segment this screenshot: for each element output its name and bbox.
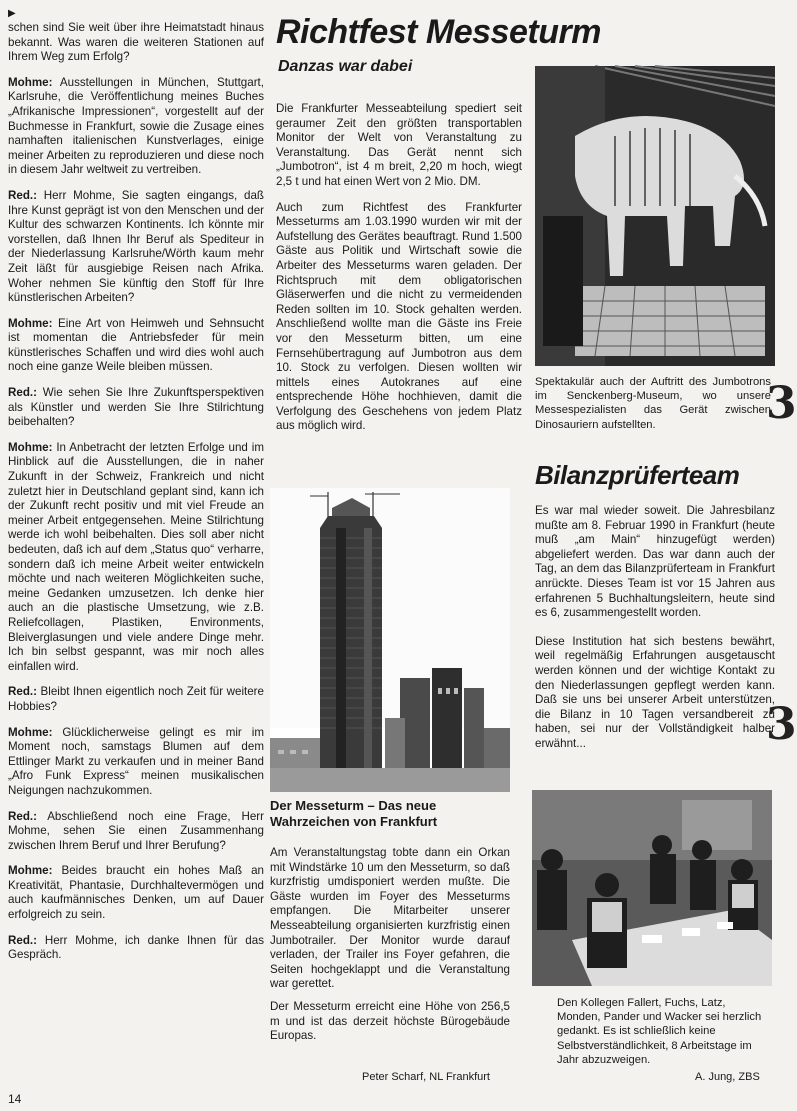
interview-text: Bleibt Ihnen eigentlich noch Zeit für weitere Hobbies? [8,685,264,713]
interview-paragraph [8,317,264,375]
article-bilanz [535,460,775,763]
speaker-label: Red.: [8,386,37,400]
interview-paragraph [8,189,264,306]
swirl-ornament: 3 [766,378,797,429]
interview-paragraph [8,21,264,65]
article-paragraph: Am Veranstaltungstag tobte dann ein Orkan mit Windstärke 10 um den Messeturm, so daß kurzfristig umdisponiert werden mußte. Die Gäste wurden im Foyer des Messeturms empfangen. Die Mitarbeiter unserer Messeabteilung organisierten kurzfristig einen Jumbotrailer. Der Monitor wurde darauf verladen, der Trailer ins Foyer gefahren, die Seiten hochgeklappt und die Veranstaltung war gerettet. [270,846,510,991]
article-richtfest-continued [270,798,510,1055]
interview-column [8,8,264,974]
interview-text: Wie sehen Sie Ihre Zukunftsperspektiven als Künstler und werden Sie Ihre Stilrichtung beibehalten? [8,386,264,429]
team-photo [532,790,772,986]
interview-paragraph [8,386,264,430]
messeturm-illustration [270,488,510,792]
article-paragraph: Diese Institution hat sich bestens bewährt, weil regelmäßig Erfahrungen ausgetauscht werden können und der wichtige Kontakt zu den Niederlassungen gepflegt werden kann. Daß sie uns bei unserer Arbeit unterstützen, die Bilanz in 10 Tagen versandbereit zu haben, sei nur der Vollständigkeit halber erwähnt... [535,634,775,750]
article-signature: Peter Scharf, NL Frankfurt [362,1071,490,1083]
speaker-label: Mohme: [8,725,53,739]
interview-paragraph [8,76,264,178]
interview-paragraph [8,441,264,675]
dinosaur-photo [535,66,775,366]
speaker-label: Red.: [8,933,37,947]
interview-text: Abschließend noch eine Frage, Herr Mohme, sehen Sie einen Zusammenhang zwischen Ihrem Beruf und Ihrer Berufung? [8,809,264,852]
article-signature: A. Jung, ZBS [695,1071,760,1083]
tower-caption: Der Messeturm – Das neue Wahrzeichen von Frankfurt [270,798,438,829]
interview-paragraph [8,934,264,963]
article-paragraph: Der Messeturm erreicht eine Höhe von 256,5 m und ist das derzeit höchste Bürogebäude Europas. [270,999,510,1043]
interview-paragraph [8,685,264,714]
team-caption: Den Kollegen Fallert, Fuchs, Latz, Monden, Pander und Wacker sei herzlich gedankt. Es ist schließlich keine Selbstverständlichkeit, 8 Arbeitstage im Jahr abzuzweigen. [557,997,762,1066]
interview-paragraph [8,726,264,799]
interview-text: Herr Mohme, Sie sagten eingangs, daß Ihre Kunst geprägt ist von den Menschen und der Kultur des schwarzen Kontinents. Ich könnte mir vorstellen, daß Ihnen Ihr Beruf als Spediteur in der Niederlassung Karlsruhe/Wörth kaum mehr Zeit läßt für ausgiebige Reisen nach Afrika. Woher nehmen Sie künftig den Stoff für Ihre künstlerischen Arbeiten? [8,188,264,305]
article-richtfest [276,13,601,445]
speaker-label: Mohme: [8,316,53,330]
page-number: 14 [8,1092,22,1106]
dinosaur-illustration [535,66,775,366]
swirl-ornament: 3 [766,699,797,750]
interview-text: schen sind Sie weit über ihre Heimatstadt hinaus bekannt. Was waren die weiteren Stationen auf Ihrem Weg zum Erfolg? [8,21,264,64]
interview-text: In Anbetracht der letzten Erfolge und im Hinblick auf die Ausstellungen, die in naher Zukunft in der Schweiz, Frankreich und nicht zuletzt hier in Deutschland geplant sind, kann ich der Zukunft recht positiv und mit viel Freude an meiner Arbeit entgegensehen. Meine Stilrichtung werde ich wohl beibehalten. Dies soll aber nicht bedeuten, daß ich auf dem „Status quo“ verharre, sondern daß ich meine Arbeit weiter entwickeln möchte und nach weiteren Möglichkeiten suche, meine Gedanken umzusetzen. Ich denke hier auch an die plastische Umsetzung, wie z.B. Reliefcollagen, Plastiken, Environments, Bleiverglasungen und viele andere Dinge mehr. Ich bin selbst gespannt, was mir noch alles einfallen wird. [8,440,264,673]
interview-text: Beides braucht ein hohes Maß an Kreativität, Phantasie, Durchhaltevermögen und auch kaufmännisches Denken, um auf Dauer erfolgreich zu sein. [8,864,264,922]
article-subtitle: Danzas war dabei [278,58,413,75]
interview-text: Ausstellungen in München, Stuttgart, Karlsruhe, die Veröffentlichung meines Buches „Afrikanische Impressionen“, vorgestellt auf der Buchmesse in Frankfurt, sowie die Zusage eines namhaften italienischen Kunstverlages, einige meiner Arbeiten zu reproduzieren und diese noch in diesem Jahr weltweit zu vertreiben. [8,75,264,177]
messeturm-photo [270,488,510,792]
article-paragraph: Es war mal wieder soweit. Die Jahresbilanz mußte am 8. Februar 1990 in Frankfurt (heute muß „am Main“ hinzugefügt werden) abgeliefert werden. Das war dann auch der Tag, an dem das Bilanzprüferteam in Frankfurt anrückte. Dieses Team ist vor 15 Jahren aus erfahrenen 5 Buchhaltungsleitern, heute sind es 6, zusammengestellt worden. [535,504,775,620]
interview-paragraph [8,810,264,854]
speaker-label: Red.: [8,188,37,202]
interview-text: Eine Art von Heimweh und Sehnsucht ist momentan die Antriebsfeder für mein künstlerisches Schaffen und wird dies wohl auch noch eine ganze Weile bleiben müssen. [8,316,264,374]
speaker-label: Mohme: [8,864,53,878]
article-title: Bilanzprüferteam [535,460,740,490]
speaker-label: Red.: [8,685,37,699]
speaker-label: Mohme: [8,440,53,454]
team-illustration [532,790,772,986]
dinosaur-caption: Spektakulär auch der Auftritt des Jumbotrons im Senckenberg-Museum, wo unsere Messespezialisten das Gerät zwischen Dinosauriern aufstellten. [535,376,771,431]
interview-paragraph [8,864,264,922]
continuation-marker: ▶ [8,8,16,19]
speaker-label: Red.: [8,809,37,823]
interview-text: Glücklicherweise gelingt es mir im Moment noch, samstags Blumen auf dem Ettlinger Markt zu verkaufen und in meiner Band „Afro Funk Express“ meinen musikalischen Neigungen nachzukommen. [8,725,264,797]
article-paragraph: Die Frankfurter Messeabteilung spediert seit geraumer Zeit den größten transportablen Monitor der Welt von Veranstaltung zu Veranstaltung. Das Gerät nennt sich „Jumbotron“, ist 4 m breit, 2,20 m hoch, wiegt 2,5 t und hat einen Wert von 2 Mio. DM. [276,102,522,188]
speaker-label: Mohme: [8,75,53,89]
article-paragraph: Auch zum Richtfest des Frankfurter Messeturms am 1.03.1990 wurden wir mit der Aufstellung des Gerätes beauftragt. Rund 1.500 Gäste aus Politik und Wirtschaft sowie die Arbeiter des Messeturms waren geladen. Der Richtspruch mit dem obligatorischen Gläserwerfen und die nicht zu vermeidenden Reden sollten im 10. Stock gehalten werden. Anschließend wollte man die Gäste ins Freie vor den Messeturm bitten, um eine Fernsehübertragung auf Jumbotron aus dem 10. Stock zu verfolgen. Diesen wollten wir mittels eines Autokranes auf eine entsprechende Höhe hochhieven, damit die Verfolgung des Geschehens von jedem Platz aus möglich wird. [276,200,522,433]
interview-body [8,21,264,963]
interview-text: Herr Mohme, ich danke Ihnen für das Gespräch. [8,933,264,962]
article-title: Richtfest Messeturm [276,13,601,51]
